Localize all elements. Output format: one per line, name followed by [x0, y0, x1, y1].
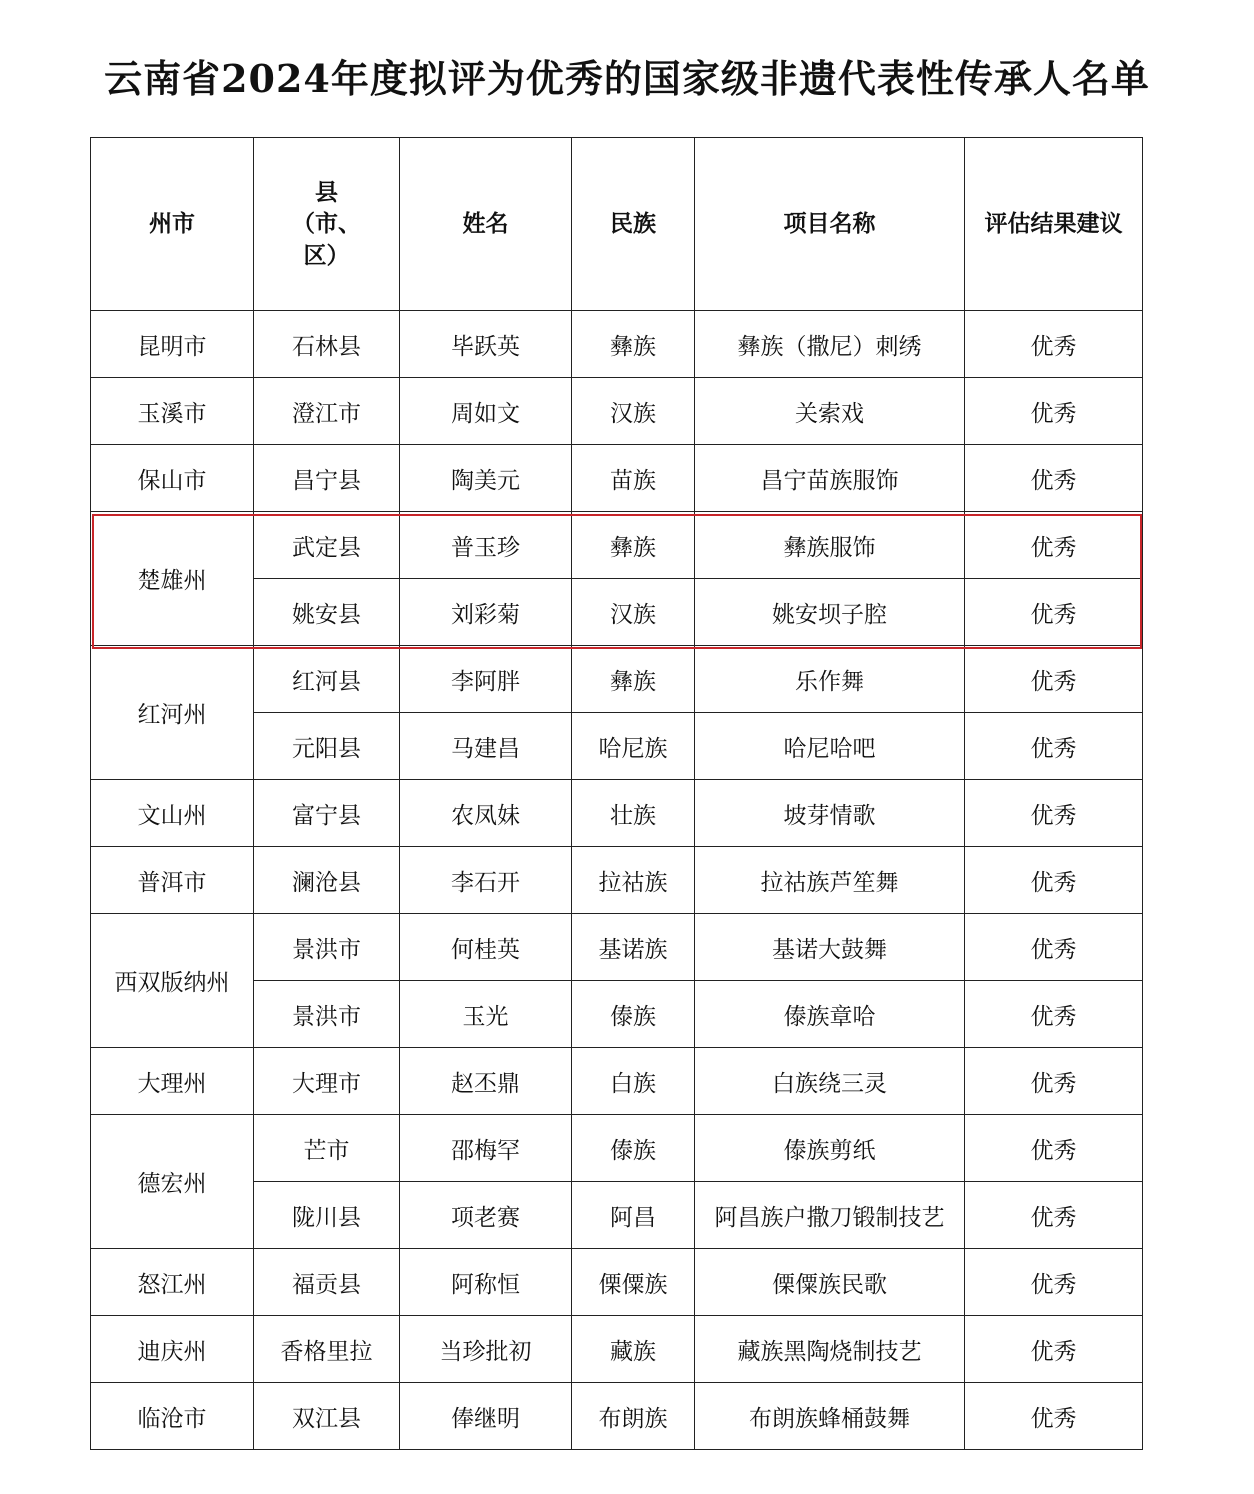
header-city: 州市 [91, 138, 254, 311]
cell-project: 乐作舞 [695, 646, 965, 713]
cell-ethnic: 基诺族 [572, 914, 695, 981]
cell-name: 普玉珍 [400, 512, 572, 579]
table-row [91, 378, 1143, 445]
cell-ethnic: 傈僳族 [572, 1249, 695, 1316]
table-row [91, 646, 1143, 713]
cell-city: 文山州 [91, 780, 254, 847]
cell-name: 赵丕鼎 [400, 1048, 572, 1115]
cell-city: 怒江州 [91, 1249, 254, 1316]
page-title: 云南省2024年度拟评为优秀的国家级非遗代表性传承人名单 [104, 56, 1150, 101]
cell-project: 傣族剪纸 [695, 1115, 965, 1182]
cell-ethnic: 傣族 [572, 1115, 695, 1182]
cell-city: 昆明市 [91, 311, 254, 378]
cell-project: 昌宁苗族服饰 [695, 445, 965, 512]
cell-county: 双江县 [254, 1383, 400, 1450]
cell-result: 优秀 [965, 1182, 1143, 1249]
cell-county: 景洪市 [254, 981, 400, 1048]
cell-county: 武定县 [254, 512, 400, 579]
cell-ethnic: 傣族 [572, 981, 695, 1048]
cell-ethnic: 壮族 [572, 780, 695, 847]
cell-project: 关索戏 [695, 378, 965, 445]
cell-result: 优秀 [965, 847, 1143, 914]
cell-city: 玉溪市 [91, 378, 254, 445]
cell-city: 保山市 [91, 445, 254, 512]
cell-result: 优秀 [965, 713, 1143, 780]
table-row [91, 311, 1143, 378]
cell-county: 姚安县 [254, 579, 400, 646]
cell-county: 石林县 [254, 311, 400, 378]
cell-ethnic: 哈尼族 [572, 713, 695, 780]
cell-ethnic: 彝族 [572, 311, 695, 378]
cell-name: 当珍批初 [400, 1316, 572, 1383]
cell-project: 阿昌族户撒刀锻制技艺 [695, 1182, 965, 1249]
cell-city: 德宏州 [91, 1115, 254, 1249]
cell-result: 优秀 [965, 1115, 1143, 1182]
cell-result: 优秀 [965, 311, 1143, 378]
cell-result: 优秀 [965, 914, 1143, 981]
cell-ethnic: 苗族 [572, 445, 695, 512]
cell-ethnic: 彝族 [572, 646, 695, 713]
cell-city: 普洱市 [91, 847, 254, 914]
cell-name: 毕跃英 [400, 311, 572, 378]
cell-result: 优秀 [965, 579, 1143, 646]
cell-county: 陇川县 [254, 1182, 400, 1249]
table-row [91, 512, 1143, 579]
cell-county: 澜沧县 [254, 847, 400, 914]
table-row [91, 1048, 1143, 1115]
cell-project: 傣族章哈 [695, 981, 965, 1048]
header-project: 项目名称 [695, 138, 965, 311]
cell-county: 富宁县 [254, 780, 400, 847]
cell-project: 彝族服饰 [695, 512, 965, 579]
cell-ethnic: 阿昌 [572, 1182, 695, 1249]
cell-ethnic: 汉族 [572, 378, 695, 445]
cell-project: 布朗族蜂桶鼓舞 [695, 1383, 965, 1450]
cell-county: 元阳县 [254, 713, 400, 780]
cell-project: 哈尼哈吧 [695, 713, 965, 780]
cell-result: 优秀 [965, 378, 1143, 445]
table-row [91, 847, 1143, 914]
cell-ethnic: 拉祜族 [572, 847, 695, 914]
cell-project: 藏族黑陶烧制技艺 [695, 1316, 965, 1383]
table-row [91, 780, 1143, 847]
cell-city: 西双版纳州 [91, 914, 254, 1048]
table-row [91, 1115, 1143, 1182]
cell-name: 何桂英 [400, 914, 572, 981]
cell-project: 傈僳族民歌 [695, 1249, 965, 1316]
cell-county: 景洪市 [254, 914, 400, 981]
cell-project: 彝族（撒尼）刺绣 [695, 311, 965, 378]
cell-city: 迪庆州 [91, 1316, 254, 1383]
cell-name: 阿称恒 [400, 1249, 572, 1316]
cell-name: 周如文 [400, 378, 572, 445]
header-row [91, 138, 1143, 311]
cell-result: 优秀 [965, 1383, 1143, 1450]
cell-name: 刘彩菊 [400, 579, 572, 646]
cell-city: 红河州 [91, 646, 254, 780]
header-county [254, 138, 400, 311]
cell-county: 红河县 [254, 646, 400, 713]
cell-result: 优秀 [965, 1316, 1143, 1383]
cell-county: 福贡县 [254, 1249, 400, 1316]
cell-project: 拉祜族芦笙舞 [695, 847, 965, 914]
inheritor-table [90, 137, 1143, 1450]
cell-county: 大理市 [254, 1048, 400, 1115]
header-name: 姓名 [400, 138, 572, 311]
cell-name: 陶美元 [400, 445, 572, 512]
cell-name: 邵梅罕 [400, 1115, 572, 1182]
cell-ethnic: 彝族 [572, 512, 695, 579]
cell-project: 白族绕三灵 [695, 1048, 965, 1115]
table-row [91, 1316, 1143, 1383]
cell-city: 大理州 [91, 1048, 254, 1115]
cell-result: 优秀 [965, 1048, 1143, 1115]
cell-result: 优秀 [965, 1249, 1143, 1316]
header-ethnic: 民族 [572, 138, 695, 311]
cell-result: 优秀 [965, 512, 1143, 579]
cell-result: 优秀 [965, 780, 1143, 847]
cell-name: 李阿胖 [400, 646, 572, 713]
header-county-text: 县（市、区） [292, 179, 361, 269]
cell-county: 昌宁县 [254, 445, 400, 512]
cell-ethnic: 藏族 [572, 1316, 695, 1383]
table-row [91, 1383, 1143, 1450]
cell-county: 香格里拉 [254, 1316, 400, 1383]
cell-name: 俸继明 [400, 1383, 572, 1450]
table-row [91, 914, 1143, 981]
cell-county: 澄江市 [254, 378, 400, 445]
table-row [91, 1249, 1143, 1316]
cell-project: 姚安坝子腔 [695, 579, 965, 646]
cell-name: 项老赛 [400, 1182, 572, 1249]
cell-result: 优秀 [965, 445, 1143, 512]
cell-city: 临沧市 [91, 1383, 254, 1450]
cell-project: 基诺大鼓舞 [695, 914, 965, 981]
cell-result: 优秀 [965, 646, 1143, 713]
cell-county: 芒市 [254, 1115, 400, 1182]
header-result: 评估结果建议 [965, 138, 1143, 311]
cell-ethnic: 汉族 [572, 579, 695, 646]
table-row [91, 445, 1143, 512]
cell-ethnic: 白族 [572, 1048, 695, 1115]
cell-name: 农凤妹 [400, 780, 572, 847]
cell-city: 楚雄州 [91, 512, 254, 646]
cell-ethnic: 布朗族 [572, 1383, 695, 1450]
cell-name: 李石开 [400, 847, 572, 914]
cell-name: 玉光 [400, 981, 572, 1048]
cell-name: 马建昌 [400, 713, 572, 780]
cell-result: 优秀 [965, 981, 1143, 1048]
cell-project: 坡芽情歌 [695, 780, 965, 847]
